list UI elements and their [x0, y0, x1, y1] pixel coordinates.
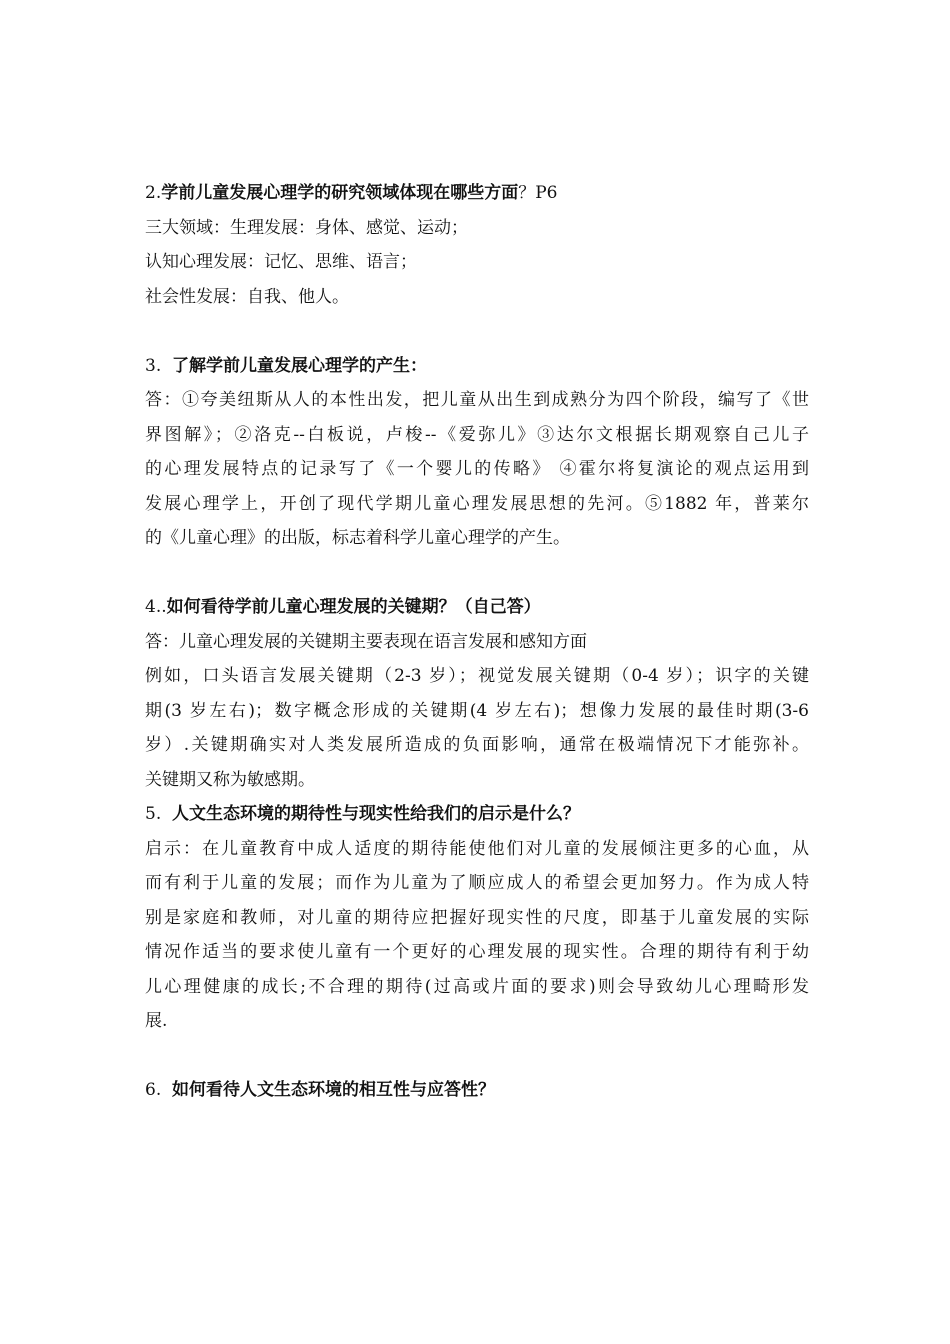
question-title: 学前儿童发展心理学的研究领域体现在哪些方面 — [161, 183, 519, 203]
answer-line: 认知心理发展：记忆、思维、语言； — [145, 252, 417, 272]
question-number: 4.. — [145, 597, 167, 617]
answer-line: 的《儿童心理》的出版，标志着科学儿童心理学的产生。 — [145, 528, 570, 548]
paragraph-spacer — [145, 1039, 809, 1074]
answer-line: 三大领域：生理发展：身体、感觉、运动； — [145, 217, 468, 238]
question-number: 6. — [145, 1080, 162, 1100]
question-5-heading — [145, 797, 809, 832]
answer-line: 关键期又称为敏感期。 — [145, 769, 315, 790]
question-number: 2. — [145, 183, 162, 203]
paragraph-spacer — [145, 314, 809, 349]
answer-line: 答：儿童心理发展的关键期主要表现在语言发展和感知方面 — [145, 631, 587, 652]
answer-line: 启示：在儿童教育中成人适度的期待能使他们对儿童的发展倾注更多的心血，从 — [145, 838, 809, 859]
answer-line: 的心理发展特点的记录写了《一个婴儿的传略》 ④霍尔将复演论的观点运用到 — [145, 459, 809, 479]
page-reference: ？P6 — [518, 183, 558, 203]
answer-line: 而有利于儿童的发展；而作为儿童为了顺应成人的希望会更加努力。作为成人特 — [145, 873, 809, 893]
document-body — [145, 176, 809, 1108]
answer-line: 界图解》；②洛克--白板说，卢梭--《爱弥儿》③达尔文根据长期观察自己儿子 — [145, 424, 809, 445]
question-number: 5. — [145, 804, 162, 824]
question-3-heading — [145, 349, 809, 384]
question-title: 人文生态环境的期待性与现实性给我们的启示是什么？ — [172, 804, 581, 824]
answer-line: 展. — [145, 1011, 168, 1031]
answer-line: 答：①夸美纽斯从人的本性出发，把儿童从出生到成熟分为四个阶段，编写了《世 — [145, 390, 809, 410]
question-title: 如何看待人文生态环境的相互性与应答性？ — [172, 1080, 496, 1100]
question-2-heading — [145, 176, 809, 211]
answer-line: 发展心理学上，开创了现代学期儿童心理发展思想的先河。⑤1882 年，普莱尔 — [145, 493, 809, 514]
question-4-heading — [145, 590, 809, 625]
question-title: 了解学前儿童发展心理学的产生： — [172, 355, 428, 376]
question-title: 如何看待学前儿童心理发展的关键期？（自己答） — [166, 597, 541, 617]
question-number: 3. — [145, 355, 162, 376]
answer-line: 儿心理健康的成长;不合理的期待(过高或片面的要求)则会导致幼儿心理畸形发 — [145, 976, 809, 997]
answer-line: 社会性发展：自我、他人。 — [145, 286, 349, 307]
paragraph-spacer — [145, 556, 809, 591]
answer-line: 岁）.关键期确实对人类发展所造成的负面影响，通常在极端情况下才能弥补。 — [145, 735, 809, 755]
answer-line: 例如，口头语言发展关键期（2-3 岁）；视觉发展关键期（0-4 岁）；识字的关键 — [145, 666, 809, 686]
answer-line: 别是家庭和教师，对儿童的期待应把握好现实性的尺度，即基于儿童发展的实际 — [145, 907, 809, 928]
answer-line: 期(3 岁左右)；数字概念形成的关键期(4 岁左右)；想像力发展的最佳时期(3-6 — [145, 700, 809, 721]
answer-line: 情况作适当的要求使儿童有一个更好的心理发展的现实性。合理的期待有利于幼 — [145, 942, 809, 962]
question-6-heading — [145, 1073, 809, 1108]
